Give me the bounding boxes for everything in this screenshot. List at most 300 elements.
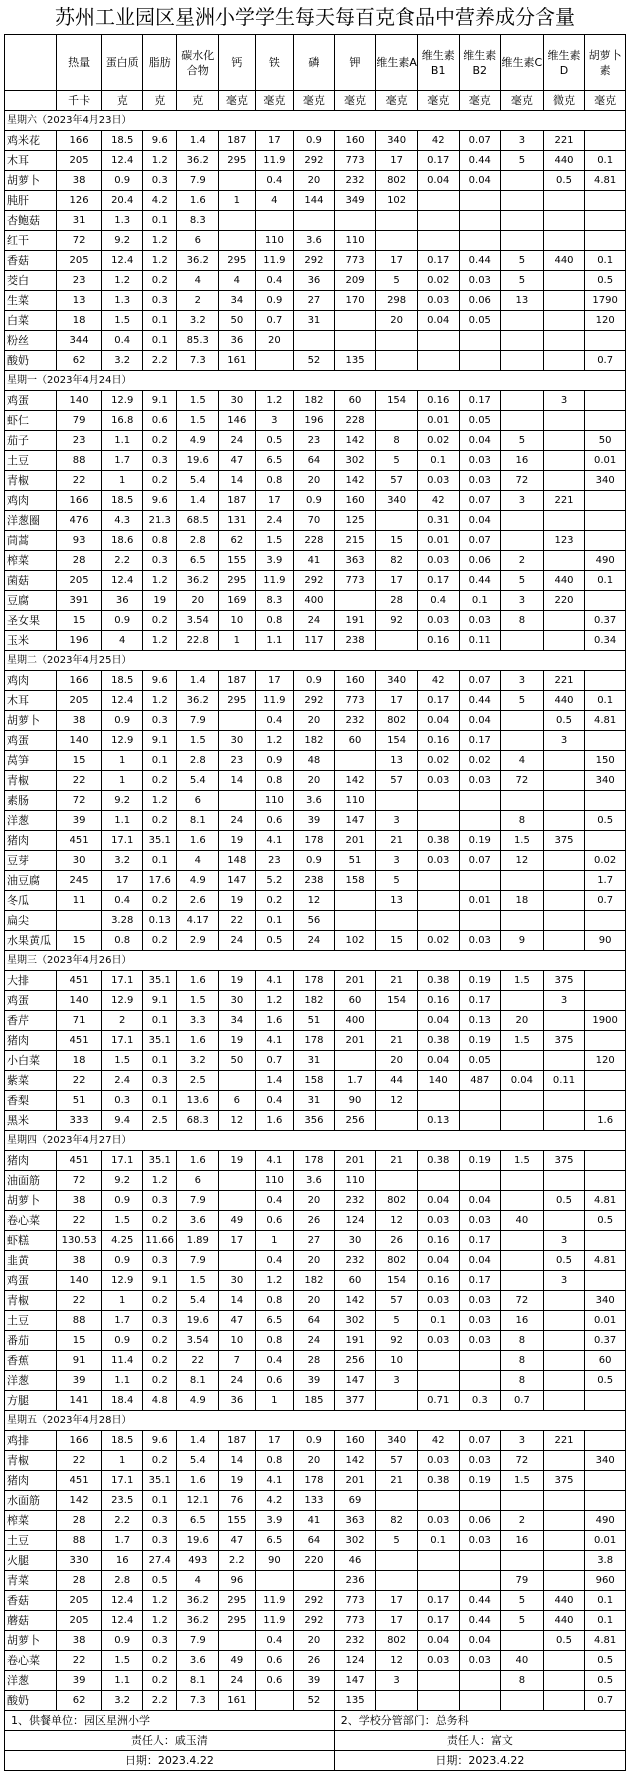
nutrient-value: 0.38 bbox=[417, 971, 459, 991]
food-name: 洋葱 bbox=[5, 1371, 57, 1391]
nutrient-value: 12.4 bbox=[102, 151, 143, 171]
nutrient-value: 49 bbox=[219, 1211, 256, 1231]
nutrient-value bbox=[543, 791, 585, 811]
nutrient-value: 11.9 bbox=[255, 1591, 294, 1611]
nutrient-value: 0.03 bbox=[417, 1211, 459, 1231]
nutrient-value: 120 bbox=[585, 311, 626, 331]
nutrient-value: 14 bbox=[219, 1451, 256, 1471]
nutrient-value: 0.6 bbox=[255, 1651, 294, 1671]
nutrient-value: 42 bbox=[417, 1431, 459, 1451]
nutrient-value: 20 bbox=[294, 171, 335, 191]
nutrient-value: 0.7 bbox=[585, 1691, 626, 1711]
nutrient-value: 3 bbox=[376, 851, 418, 871]
day-label: 星期四（2023年4月27日） bbox=[5, 1131, 626, 1151]
table-row bbox=[5, 1431, 626, 1451]
food-name: 胡萝卜 bbox=[5, 1631, 57, 1651]
nutrient-value: 3.2 bbox=[102, 1691, 143, 1711]
nutrient-value: 23 bbox=[294, 431, 335, 451]
nutrient-value: 17 bbox=[255, 491, 294, 511]
nutrient-value: 1.2 bbox=[142, 251, 177, 271]
nutrient-value: 330 bbox=[56, 1551, 102, 1571]
nutrient-value: 38 bbox=[56, 1251, 102, 1271]
nutrient-value: 0.3 bbox=[142, 551, 177, 571]
nutrient-value: 0.8 bbox=[255, 611, 294, 631]
nutrient-value bbox=[543, 1691, 585, 1711]
nutrient-value: 36 bbox=[294, 271, 335, 291]
nutrient-value: 18.4 bbox=[102, 1391, 143, 1411]
nutrient-value: 51 bbox=[334, 851, 376, 871]
nutrient-value: 19 bbox=[219, 831, 256, 851]
nutrient-value: 6.5 bbox=[255, 451, 294, 471]
nutrient-value bbox=[543, 191, 585, 211]
nutrient-value: 6 bbox=[177, 1171, 219, 1191]
nutrient-value: 93 bbox=[56, 531, 102, 551]
nutrient-value bbox=[376, 911, 418, 931]
nutrient-value: 5 bbox=[501, 251, 544, 271]
nutrient-value: 0.44 bbox=[459, 571, 501, 591]
nutrient-value bbox=[501, 1231, 544, 1251]
nutrient-value: 295 bbox=[219, 691, 256, 711]
nutrient-value: 13.6 bbox=[177, 1091, 219, 1111]
nutrient-value: 1.6 bbox=[177, 1031, 219, 1051]
unit-cell: 克 bbox=[142, 91, 177, 111]
nutrient-value: 9.1 bbox=[142, 731, 177, 751]
nutrient-value: 232 bbox=[334, 1191, 376, 1211]
food-name: 玉米 bbox=[5, 631, 57, 651]
food-name: 素肠 bbox=[5, 791, 57, 811]
nutrient-value: 1.2 bbox=[255, 991, 294, 1011]
food-name: 土豆 bbox=[5, 1531, 57, 1551]
unit-cell: 微克 bbox=[543, 91, 585, 111]
nutrient-value: 1.5 bbox=[501, 1471, 544, 1491]
nutrient-value bbox=[459, 1691, 501, 1711]
nutrient-value: 0.4 bbox=[255, 1351, 294, 1371]
nutrient-value bbox=[219, 711, 256, 731]
nutrient-value bbox=[219, 1191, 256, 1211]
nutrient-value: 1.2 bbox=[142, 1611, 177, 1631]
nutrient-value: 0.1 bbox=[417, 1311, 459, 1331]
nutrient-value: 4.81 bbox=[585, 171, 626, 191]
nutrient-value: 0.1 bbox=[142, 311, 177, 331]
nutrient-value: 3 bbox=[255, 411, 294, 431]
table-row bbox=[5, 631, 626, 651]
nutrient-value: 36.2 bbox=[177, 691, 219, 711]
nutrient-value: 19 bbox=[219, 1471, 256, 1491]
nutrient-value: 19.6 bbox=[177, 451, 219, 471]
nutrient-value: 11 bbox=[56, 891, 102, 911]
nutrient-value: 18.5 bbox=[102, 671, 143, 691]
nutrient-value: 160 bbox=[334, 1431, 376, 1451]
nutrient-value: 182 bbox=[294, 731, 335, 751]
nutrient-value: 5.4 bbox=[177, 771, 219, 791]
food-name: 鸡排 bbox=[5, 1431, 57, 1451]
nutrient-value: 82 bbox=[376, 551, 418, 571]
food-name: 油面筋 bbox=[5, 1171, 57, 1191]
nutrient-value bbox=[543, 911, 585, 931]
nutrient-value: 0.07 bbox=[459, 131, 501, 151]
nutrient-value: 124 bbox=[334, 1651, 376, 1671]
nutrient-value: 140 bbox=[417, 1071, 459, 1091]
nutrient-value bbox=[376, 411, 418, 431]
nutrient-value: 57 bbox=[376, 1451, 418, 1471]
nutrient-value: 40 bbox=[501, 1651, 544, 1671]
nutrient-value bbox=[334, 891, 376, 911]
nutrient-value bbox=[255, 1571, 294, 1591]
nutrient-value bbox=[543, 631, 585, 651]
nutrient-value: 0.34 bbox=[585, 631, 626, 651]
nutrient-value: 773 bbox=[334, 1611, 376, 1631]
nutrient-value: 4 bbox=[177, 851, 219, 871]
nutrient-value bbox=[543, 1291, 585, 1311]
nutrient-value: 9 bbox=[501, 931, 544, 951]
table-row bbox=[5, 1691, 626, 1711]
nutrient-value: 0.04 bbox=[417, 711, 459, 731]
nutrient-value: 88 bbox=[56, 1311, 102, 1331]
nutrient-value: 0.19 bbox=[459, 1151, 501, 1171]
nutrient-value bbox=[417, 1671, 459, 1691]
nutrient-value bbox=[543, 1371, 585, 1391]
nutrient-value: 46 bbox=[334, 1551, 376, 1571]
nutrient-value: 158 bbox=[294, 1071, 335, 1091]
nutrient-value: 3.2 bbox=[102, 351, 143, 371]
food-name: 鸡蛋 bbox=[5, 1271, 57, 1291]
nutrient-value bbox=[376, 1691, 418, 1711]
nutrient-value: 0.19 bbox=[459, 831, 501, 851]
nutrient-value: 440 bbox=[543, 571, 585, 591]
food-name: 茼蒿 bbox=[5, 531, 57, 551]
nutrient-value: 4.1 bbox=[255, 971, 294, 991]
nutrient-value: 7.9 bbox=[177, 171, 219, 191]
nutrient-value: 24 bbox=[219, 431, 256, 451]
nutrient-value: 3.54 bbox=[177, 611, 219, 631]
nutrient-value: 20 bbox=[294, 471, 335, 491]
nutrient-value: 17.1 bbox=[102, 1471, 143, 1491]
nutrient-value: 292 bbox=[294, 251, 335, 271]
nutrient-value: 1.6 bbox=[177, 831, 219, 851]
nutrient-value: 24 bbox=[294, 611, 335, 631]
nutrient-value: 4 bbox=[177, 1571, 219, 1591]
nutrient-value: 2 bbox=[177, 291, 219, 311]
nutrient-value: 1.2 bbox=[142, 151, 177, 171]
nutrient-value: 17 bbox=[219, 1231, 256, 1251]
nutrient-value: 201 bbox=[334, 1151, 376, 1171]
nutrient-value: 0.1 bbox=[585, 1611, 626, 1631]
table-row bbox=[5, 271, 626, 291]
unit-cell: 毫克 bbox=[334, 91, 376, 111]
nutrient-value: 140 bbox=[56, 391, 102, 411]
nutrient-value bbox=[501, 391, 544, 411]
nutrient-value: 292 bbox=[294, 151, 335, 171]
nutrient-value: 17 bbox=[102, 871, 143, 891]
nutrient-value bbox=[459, 871, 501, 891]
nutrient-value: 27.4 bbox=[142, 1551, 177, 1571]
nutrient-value: 292 bbox=[294, 1591, 335, 1611]
food-name: 胡萝卜 bbox=[5, 711, 57, 731]
nutrient-value: 3.6 bbox=[177, 1651, 219, 1671]
nutrient-value: 3.6 bbox=[294, 1171, 335, 1191]
nutrient-value: 0.6 bbox=[255, 1671, 294, 1691]
nutrient-value: 30 bbox=[334, 1231, 376, 1251]
nutrient-value: 1.4 bbox=[177, 131, 219, 151]
nutrient-value: 0.1 bbox=[142, 211, 177, 231]
nutrient-value: 178 bbox=[294, 1031, 335, 1051]
nutrient-value bbox=[459, 1491, 501, 1511]
nutrient-value: 21 bbox=[376, 1151, 418, 1171]
nutrient-value: 0.9 bbox=[255, 291, 294, 311]
nutrient-value: 39 bbox=[56, 811, 102, 831]
nutrient-value: 1 bbox=[219, 631, 256, 651]
nutrient-value: 0.38 bbox=[417, 1471, 459, 1491]
nutrient-value: 0.1 bbox=[255, 911, 294, 931]
nutrient-value: 1.5 bbox=[177, 391, 219, 411]
nutrient-value: 5.2 bbox=[255, 871, 294, 891]
nutrient-value: 17 bbox=[376, 251, 418, 271]
nutrient-value: 42 bbox=[417, 491, 459, 511]
nutrient-value: 154 bbox=[376, 991, 418, 1011]
day-header-row bbox=[5, 951, 626, 971]
table-row bbox=[5, 451, 626, 471]
food-name: 莴笋 bbox=[5, 751, 57, 771]
day-label: 星期二（2023年4月25日） bbox=[5, 651, 626, 671]
nutrient-value: 0.2 bbox=[142, 771, 177, 791]
nutrient-value: 182 bbox=[294, 991, 335, 1011]
food-name: 卷心菜 bbox=[5, 1651, 57, 1671]
nutrient-value: 147 bbox=[334, 1671, 376, 1691]
nutrient-value bbox=[585, 991, 626, 1011]
food-name: 茭白 bbox=[5, 271, 57, 291]
table-row bbox=[5, 1511, 626, 1531]
nutrient-value: 0.5 bbox=[585, 1211, 626, 1231]
table-row bbox=[5, 891, 626, 911]
nutrient-value: 4.8 bbox=[142, 1391, 177, 1411]
food-name: 鸡蛋 bbox=[5, 991, 57, 1011]
nutrient-value: 0.44 bbox=[459, 1591, 501, 1611]
nutrient-value: 22 bbox=[56, 1651, 102, 1671]
nutrient-value: 34 bbox=[219, 1011, 256, 1031]
nutrient-value: 64 bbox=[294, 451, 335, 471]
nutrient-value: 154 bbox=[376, 391, 418, 411]
nutrient-value: 5.4 bbox=[177, 1291, 219, 1311]
nutrient-value: 490 bbox=[585, 1511, 626, 1531]
footer-supplier-label: 1、供餐单位：园区星洲小学 bbox=[5, 1711, 335, 1731]
nutrient-value: 363 bbox=[334, 1511, 376, 1531]
nutrient-value bbox=[417, 331, 459, 351]
nutrient-value: 22 bbox=[56, 1291, 102, 1311]
nutrient-value: 72 bbox=[56, 231, 102, 251]
nutrient-value: 2 bbox=[501, 1511, 544, 1531]
nutrient-value bbox=[543, 1391, 585, 1411]
nutrient-value: 5 bbox=[376, 271, 418, 291]
nutrient-value: 0.06 bbox=[459, 291, 501, 311]
nutrient-value: 102 bbox=[334, 931, 376, 951]
nutrient-value: 391 bbox=[56, 591, 102, 611]
nutrient-value bbox=[585, 491, 626, 511]
table-row bbox=[5, 1291, 626, 1311]
nutrient-value: 0.9 bbox=[294, 131, 335, 151]
nutrient-value: 3.6 bbox=[177, 1211, 219, 1231]
nutrient-value: 16.8 bbox=[102, 411, 143, 431]
nutrient-value: 375 bbox=[543, 1151, 585, 1171]
nutrition-sheet bbox=[4, 0, 626, 1771]
nutrient-value: 110 bbox=[334, 231, 376, 251]
nutrient-value: 1.5 bbox=[177, 731, 219, 751]
food-name: 香蕉 bbox=[5, 1351, 57, 1371]
nutrient-value: 6.5 bbox=[177, 551, 219, 571]
nutrient-value: 38 bbox=[56, 711, 102, 731]
nutrient-value bbox=[334, 211, 376, 231]
table-row bbox=[5, 1391, 626, 1411]
nutrient-value: 92 bbox=[376, 611, 418, 631]
nutrient-value: 12.4 bbox=[102, 691, 143, 711]
nutrient-value: 0.3 bbox=[142, 1631, 177, 1651]
nutrient-value: 187 bbox=[219, 491, 256, 511]
nutrient-value: 13 bbox=[376, 751, 418, 771]
food-name: 洋葱圈 bbox=[5, 511, 57, 531]
nutrient-value: 8.1 bbox=[177, 1371, 219, 1391]
nutrient-value: 17.1 bbox=[102, 1031, 143, 1051]
nutrient-value: 1.5 bbox=[102, 1211, 143, 1231]
nutrient-value: 49 bbox=[219, 1651, 256, 1671]
nutrient-value bbox=[501, 1091, 544, 1111]
nutrient-value bbox=[417, 231, 459, 251]
nutrient-value: 0.4 bbox=[417, 591, 459, 611]
nutrient-value: 349 bbox=[334, 191, 376, 211]
nutrient-value: 70 bbox=[294, 511, 335, 531]
nutrient-value: 0.07 bbox=[459, 491, 501, 511]
nutrient-value: 232 bbox=[334, 171, 376, 191]
nutrient-value: 15 bbox=[376, 531, 418, 551]
nutrient-value: 23 bbox=[219, 751, 256, 771]
nutrient-value: 238 bbox=[294, 871, 335, 891]
nutrient-value bbox=[459, 811, 501, 831]
nutrient-value: 0.03 bbox=[417, 1291, 459, 1311]
nutrient-value: 3 bbox=[543, 1271, 585, 1291]
nutrient-value bbox=[543, 1211, 585, 1231]
nutrient-value: 1.1 bbox=[255, 631, 294, 651]
nutrient-value bbox=[543, 471, 585, 491]
table-row bbox=[5, 1491, 626, 1511]
column-header: 铁 bbox=[255, 35, 294, 91]
nutrient-value: 1.7 bbox=[102, 1531, 143, 1551]
nutrient-value: 5 bbox=[501, 1591, 544, 1611]
nutrient-value bbox=[417, 1491, 459, 1511]
nutrient-value: 19 bbox=[219, 1031, 256, 1051]
nutrient-value: 0.03 bbox=[417, 611, 459, 631]
nutrient-value: 72 bbox=[56, 1171, 102, 1191]
nutrient-value: 2.2 bbox=[142, 351, 177, 371]
table-row bbox=[5, 511, 626, 531]
nutrient-value: 4.81 bbox=[585, 1251, 626, 1271]
nutrient-value: 1.1 bbox=[102, 1371, 143, 1391]
nutrient-value: 8 bbox=[376, 431, 418, 451]
nutrient-value: 201 bbox=[334, 1471, 376, 1491]
nutrient-value: 1.5 bbox=[255, 531, 294, 551]
food-name: 大排 bbox=[5, 971, 57, 991]
nutrient-value: 340 bbox=[376, 1431, 418, 1451]
nutrient-value: 0.5 bbox=[543, 1251, 585, 1271]
nutrient-value bbox=[501, 1491, 544, 1511]
nutrient-value: 50 bbox=[219, 311, 256, 331]
nutrient-value: 0.6 bbox=[255, 1211, 294, 1231]
nutrient-value: 47 bbox=[219, 1311, 256, 1331]
nutrient-value: 1 bbox=[219, 191, 256, 211]
nutrient-value: 0.13 bbox=[459, 1011, 501, 1031]
nutrient-value: 5 bbox=[501, 431, 544, 451]
nutrient-value: 3.2 bbox=[102, 851, 143, 871]
table-row bbox=[5, 591, 626, 611]
food-name: 洋葱 bbox=[5, 811, 57, 831]
nutrient-value: 1.7 bbox=[585, 871, 626, 891]
nutrient-value: 17 bbox=[376, 571, 418, 591]
nutrient-value: 0.1 bbox=[417, 451, 459, 471]
nutrient-value bbox=[543, 1531, 585, 1551]
nutrient-value: 0.3 bbox=[102, 1091, 143, 1111]
nutrient-value: 72 bbox=[501, 1291, 544, 1311]
nutrient-value: 14 bbox=[219, 1291, 256, 1311]
nutrient-value: 26 bbox=[294, 1211, 335, 1231]
nutrient-value bbox=[543, 411, 585, 431]
nutrient-value: 9.6 bbox=[142, 131, 177, 151]
nutrient-value: 205 bbox=[56, 151, 102, 171]
nutrient-value bbox=[219, 1251, 256, 1271]
nutrient-value bbox=[501, 1051, 544, 1071]
day-label: 星期三（2023年4月26日） bbox=[5, 951, 626, 971]
nutrient-value: 147 bbox=[334, 811, 376, 831]
table-row bbox=[5, 131, 626, 151]
nutrient-value: 31 bbox=[294, 1091, 335, 1111]
nutrient-value: 178 bbox=[294, 1471, 335, 1491]
food-name: 虾仁 bbox=[5, 411, 57, 431]
nutrient-value bbox=[501, 511, 544, 531]
nutrient-value: 205 bbox=[56, 251, 102, 271]
nutrient-value: 133 bbox=[294, 1491, 335, 1511]
nutrient-value: 4.81 bbox=[585, 1631, 626, 1651]
nutrient-value: 36.2 bbox=[177, 571, 219, 591]
nutrient-value: 110 bbox=[334, 1171, 376, 1191]
nutrient-value: 9.2 bbox=[102, 231, 143, 251]
table-row bbox=[5, 711, 626, 731]
nutrient-value: 68.3 bbox=[177, 1111, 219, 1131]
nutrient-value: 1.3 bbox=[102, 291, 143, 311]
nutrient-value: 11.9 bbox=[255, 151, 294, 171]
nutrient-value: 126 bbox=[56, 191, 102, 211]
nutrient-value: 22 bbox=[56, 771, 102, 791]
nutrient-value: 0.04 bbox=[459, 171, 501, 191]
nutrient-value: 0.2 bbox=[142, 1651, 177, 1671]
nutrient-value: 1 bbox=[255, 1231, 294, 1251]
nutrient-value: 2.9 bbox=[177, 931, 219, 951]
nutrient-value: 375 bbox=[543, 1471, 585, 1491]
nutrient-value: 4 bbox=[501, 751, 544, 771]
nutrient-value bbox=[543, 231, 585, 251]
nutrient-value: 18.6 bbox=[102, 531, 143, 551]
food-name: 杏鲍菇 bbox=[5, 211, 57, 231]
nutrient-value: 0.5 bbox=[543, 1631, 585, 1651]
nutrient-value: 3 bbox=[501, 671, 544, 691]
nutrient-value: 375 bbox=[543, 971, 585, 991]
nutrient-value: 0.4 bbox=[255, 171, 294, 191]
footer-supplier-person: 责任人：戚玉清 bbox=[5, 1731, 335, 1751]
day-label: 星期五（2023年4月28日） bbox=[5, 1411, 626, 1431]
nutrient-value: 39 bbox=[56, 1371, 102, 1391]
nutrient-value bbox=[459, 191, 501, 211]
nutrient-value: 0.9 bbox=[102, 711, 143, 731]
nutrient-value bbox=[543, 1331, 585, 1351]
nutrient-value: 147 bbox=[219, 871, 256, 891]
food-name: 生菜 bbox=[5, 291, 57, 311]
nutrient-value: 24 bbox=[219, 931, 256, 951]
nutrient-value: 18 bbox=[56, 311, 102, 331]
